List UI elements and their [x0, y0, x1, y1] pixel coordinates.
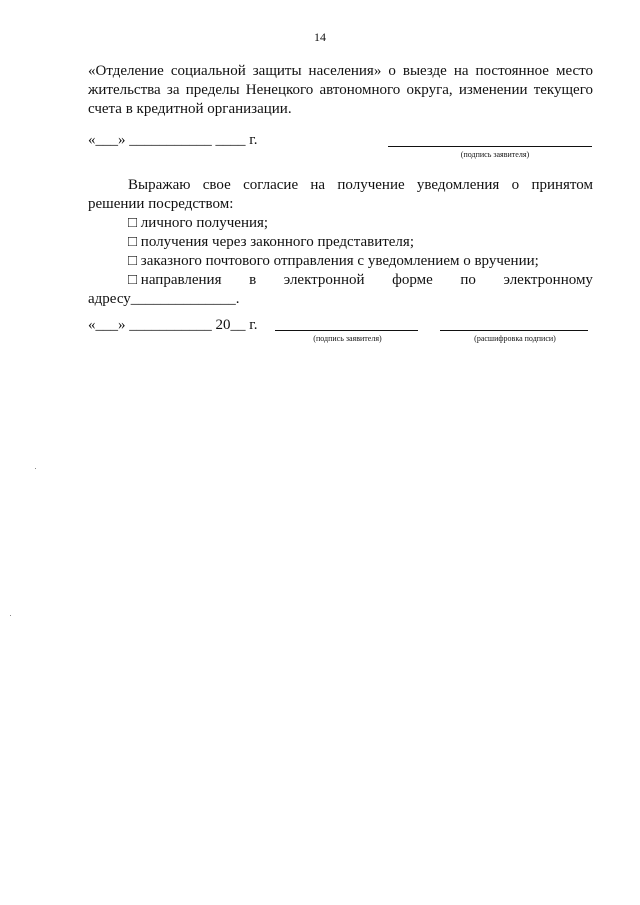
intro-paragraph: «Отделение социальной защиты населения» о выезде на постоянное место жительства за пределы Ненецкого автономного округа, изменении текущего счета в кредитной организации.	[88, 63, 593, 117]
option-electronic-word: электронной	[283, 272, 365, 288]
consent-lead: Выражаю свое согласие на получение уведомления о принятом решении посредством:	[88, 177, 593, 212]
consent-block	[88, 176, 593, 309]
option-electronic	[88, 271, 593, 290]
first-date-field: «___» ___________ ____ г.	[88, 132, 258, 148]
option-electronic-word: в	[249, 272, 257, 288]
first-signature-line	[388, 146, 592, 147]
scan-speck	[35, 468, 36, 469]
option-representative: □ получения через законного представителя;	[128, 234, 414, 250]
option-electronic-word: форме	[392, 272, 433, 288]
decoding-caption: (расшифровка подписи)	[474, 334, 556, 343]
option-electronic-address: адресу______________.	[88, 291, 240, 307]
option-electronic-word: □ направления	[128, 272, 222, 288]
option-electronic-word: по	[460, 272, 476, 288]
scan-speck	[10, 615, 11, 616]
option-personal: □ личного получения;	[128, 215, 269, 231]
second-date-field: «___» ___________ 20__ г.	[88, 317, 258, 333]
second-signature-caption: (подпись заявителя)	[313, 334, 382, 343]
first-signature-caption: (подпись заявителя)	[460, 150, 530, 159]
option-registered-mail: □ заказного почтового отправления с уведомлением о вручении;	[128, 253, 539, 269]
option-electronic-word: электронному	[503, 272, 593, 288]
second-signature-line	[275, 330, 418, 331]
page-number: 14	[314, 30, 326, 44]
decoding-line	[440, 330, 588, 331]
